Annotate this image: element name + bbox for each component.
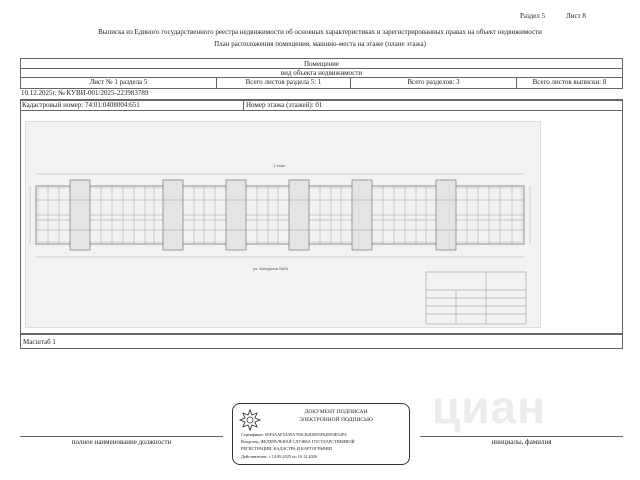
document-subtitle: План расположения помещения, машино-места на этаже (плане этажа) (214, 40, 426, 48)
section-label: Раздел 5 (520, 12, 546, 20)
seal-title-2: ЭЛЕКТРОННОЙ ПОДПИСЬЮ (299, 417, 373, 423)
watermark-logo: циан (432, 381, 546, 433)
seal-validity: Действителен: с 14.09.2025 по 10.12.2026 (241, 454, 317, 459)
seal-owner-1: Владелец: ФЕДЕРАЛЬНАЯ СЛУЖБА ГОСУДАРСТВЕННОЙ (241, 439, 355, 444)
floor-number: Номер этажа (этажей): 01 (246, 101, 323, 109)
position-caption: полное наименование должности (71, 438, 172, 446)
seal-owner-2: РЕГИСТРАЦИИ, КАДАСТРА И КАРТОГРАФИИ (241, 446, 332, 451)
cadastral-number: Кадастровый номер: 74:01:0408004:651 (21, 101, 244, 110)
seal-title-1: ДОКУМЕНТ ПОДПИСАН (304, 409, 368, 415)
scale-label: Масштаб 1 (23, 338, 56, 346)
document-title: Выписка из Единого государственного реестра недвижимости об основных характеристиках и зарегистрированных правах на объект недвижимости (98, 28, 542, 36)
floor-plan-image (25, 121, 541, 328)
cadastral-row (20, 100, 623, 111)
name-caption: инициалы, фамилия (491, 438, 552, 446)
sheet-info-row (20, 78, 623, 89)
sheets-in-section: Всего листов раздела 5: 1 (217, 78, 351, 88)
sheet-number: Лист № 1 раздела 5 (21, 78, 217, 88)
sheet-label: Лист 8 (566, 12, 586, 20)
position-line (20, 436, 223, 437)
sheets-total: Всего листов выписки: 8 (532, 78, 607, 86)
object-type-title: Помещение (303, 60, 340, 68)
electronic-signature-stamp (232, 403, 410, 465)
scale-row (20, 334, 623, 349)
name-line (420, 436, 623, 437)
object-type-block (20, 58, 623, 78)
plan-floor-label: 1 этаж (273, 163, 285, 168)
seal-certificate: Сертификат: 00F4AAF5A59A7E0CB2D0D3F02DF4E52FA (241, 432, 347, 437)
date-number-row (20, 89, 623, 100)
sections-total: Всего разделов: 3 (351, 78, 517, 88)
date-and-number: 10.12.2025г. № КУВИ-001/2025-223983789 (21, 89, 149, 97)
plan-street-label: ул. Мичурина №26 (253, 266, 288, 271)
object-type-caption: вид объекта недвижимости (280, 69, 363, 77)
emblem-icon (237, 408, 263, 432)
